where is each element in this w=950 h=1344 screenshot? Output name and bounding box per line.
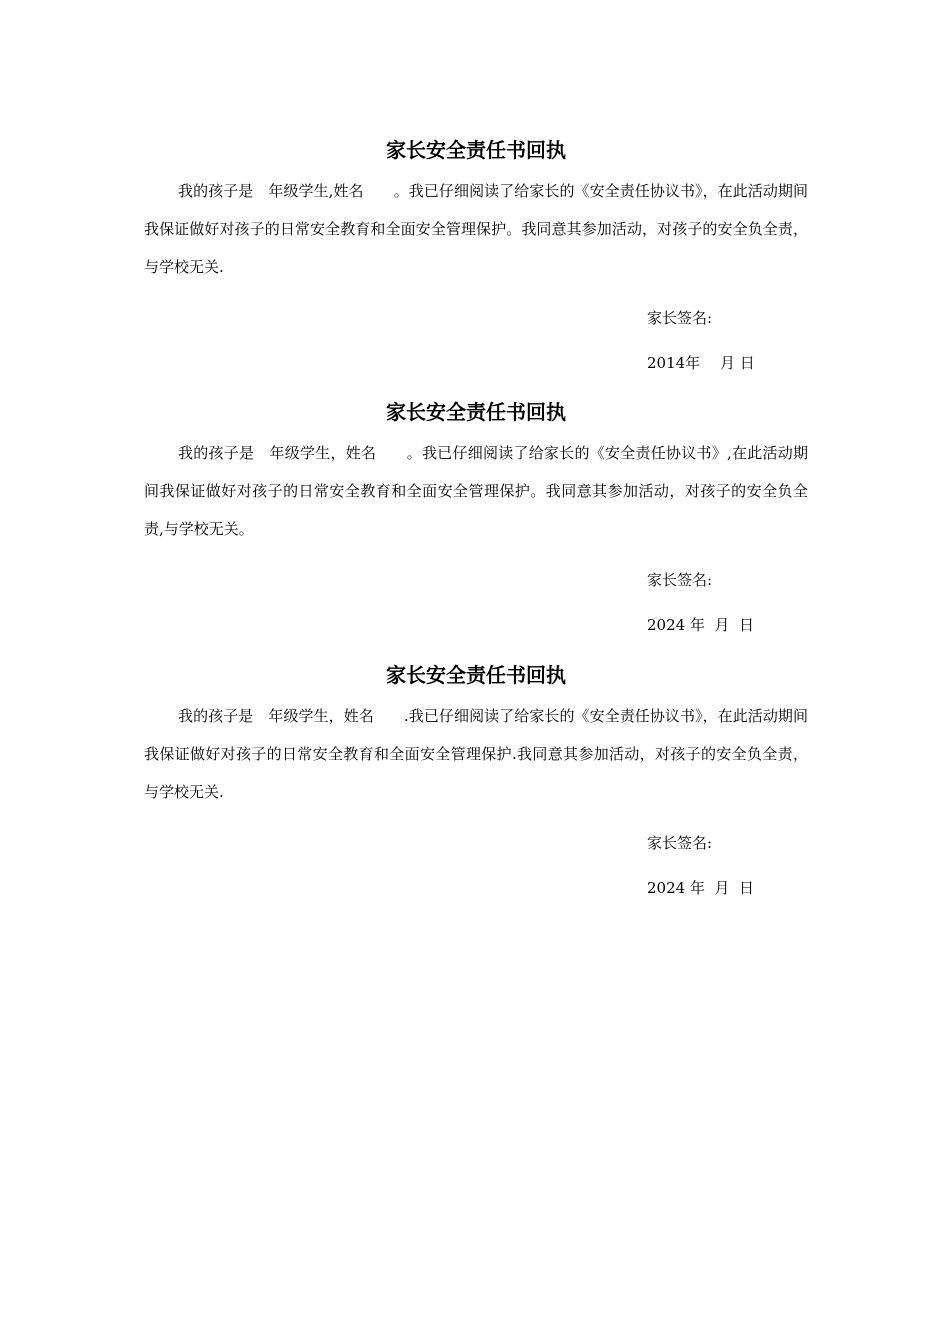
receipt-title: 家长安全责任书回执 bbox=[386, 663, 566, 687]
date-line: 2024 年 月 日 bbox=[647, 879, 755, 897]
parent-safety-receipt-2 bbox=[144, 396, 808, 634]
receipt-title: 家长安全责任书回执 bbox=[386, 400, 566, 424]
date-line: 2014年 月 日 bbox=[647, 354, 755, 372]
receipt-body: 我的孩子是 年级学生,姓名 。我已仔细阅读了给家长的《安全责任协议书》，在此活动期间我保证做好对孩子的日常安全教育和全面安全管理保护。我同意其参加活动，对孩子的安全负全责，与学校无关. bbox=[144, 182, 808, 276]
parent-safety-receipt-3 bbox=[144, 659, 808, 897]
receipt-title: 家长安全责任书回执 bbox=[386, 138, 566, 162]
date-line: 2024 年 月 日 bbox=[647, 616, 755, 634]
receipt-body: 我的孩子是 年级学生，姓名 。我已仔细阅读了给家长的《安全责任协议书》,在此活动期间我保证做好对孩子的日常安全教育和全面安全管理保护。我同意其参加活动，对孩子的安全负全责,与学校无关。 bbox=[144, 444, 808, 538]
parent-signature-label: 家长签名: bbox=[647, 571, 713, 589]
receipt-body: 我的孩子是 年级学生，姓名 .我已仔细阅读了给家长的《安全责任协议书》，在此活动期间我保证做好对孩子的日常安全教育和全面安全管理保护.我同意其参加活动，对孩子的安全负全责，与学校无关. bbox=[144, 707, 808, 801]
parent-signature-label: 家长签名: bbox=[647, 834, 713, 852]
parent-signature-label: 家长签名: bbox=[647, 309, 713, 327]
parent-safety-receipt-1 bbox=[144, 134, 808, 372]
